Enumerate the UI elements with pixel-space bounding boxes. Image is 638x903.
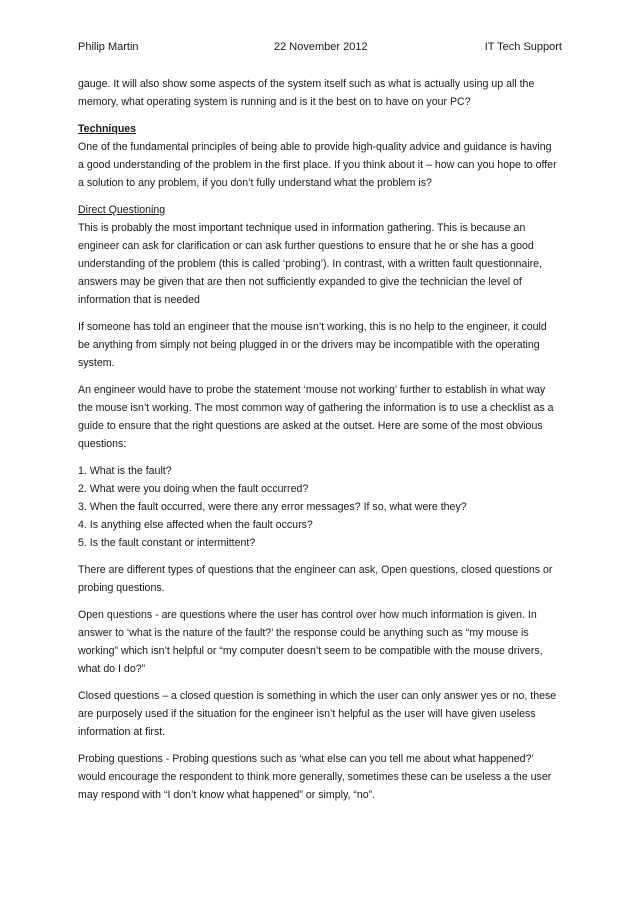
list-item: 3. When the fault occurred, were there any error messages? If so, what were they? bbox=[78, 501, 467, 513]
list-item: 5. Is the fault constant or intermittent? bbox=[78, 537, 256, 549]
probe-paragraph: An engineer would have to probe the statement ‘mouse not working’ further to establish in what way the mouse isn’t working. The most common way of gathering the information is to use a checklist as a guide to ensure that the right questions are asked at the outset. Here are some of the most obvious questions: bbox=[78, 384, 554, 450]
question-types-paragraph: There are different types of questions that the engineer can ask, Open questions, closed questions or probing questions. bbox=[78, 564, 553, 594]
list-item: 4. Is anything else affected when the fault occurs? bbox=[78, 519, 313, 531]
techniques-paragraph: One of the fundamental principles of being able to provide high-quality advice and guidance is having a good understanding of the problem in the first place. If you think about it – how can you hope to offer a solution to any problem, if you don’t fully understand what the problem is? bbox=[78, 141, 557, 189]
page-body bbox=[78, 75, 560, 813]
open-questions-paragraph: Open questions - are questions where the user has control over how much information is given. In answer to ‘what is the nature of the fault?’ the response could be anything such as “my mouse is working” which isn’t helpful or “my computer doesn’t seem to be compatible with the mouse drivers, what do I do?” bbox=[78, 609, 543, 675]
list-item: 1. What is the fault? bbox=[78, 465, 172, 477]
list-item: 2. What were you doing when the fault occurred? bbox=[78, 483, 309, 495]
direct-questioning-heading: Direct Questioning bbox=[78, 204, 166, 216]
intro-paragraph: gauge. It will also show some aspects of the system itself such as what is actually using up all the memory, what operating system is running and is it the best on to have on your PC? bbox=[78, 78, 535, 108]
mouse-paragraph: If someone has told an engineer that the mouse isn’t working, this is no help to the engineer, it could be anything from simply not being plugged in or the drivers may be incompatible with the operating system. bbox=[78, 321, 547, 369]
probing-questions-paragraph: Probing questions - Probing questions such as ‘what else can you tell me about what happened?’ would encourage the respondent to think more generally, sometimes these can be useless a the user may respond with “I don’t know what happened” or simply, “no”. bbox=[78, 753, 552, 801]
page-header bbox=[78, 39, 562, 55]
techniques-heading: Techniques bbox=[78, 123, 137, 135]
closed-questions-paragraph: Closed questions – a closed question is something in which the user can only answer yes or no, these are purposely used if the situation for the engineer isn’t helpful as the user will have given useless information at first. bbox=[78, 690, 557, 738]
header-subject: IT Tech Support bbox=[484, 41, 562, 53]
direct-questioning-paragraph: This is probably the most important technique used in information gathering. This is because an engineer can ask for clarification or can ask further questions to ensure that he or she has a good understanding of the problem (this is called ‘probing’). In contrast, with a written fault questionnaire, answers may be given that are then not sufficiently expanded to give the technician the level of information that is needed bbox=[78, 222, 543, 306]
questions-list bbox=[78, 462, 560, 552]
header-author: Philip Martin bbox=[78, 41, 139, 53]
header-date: 22 November 2012 bbox=[274, 41, 368, 53]
